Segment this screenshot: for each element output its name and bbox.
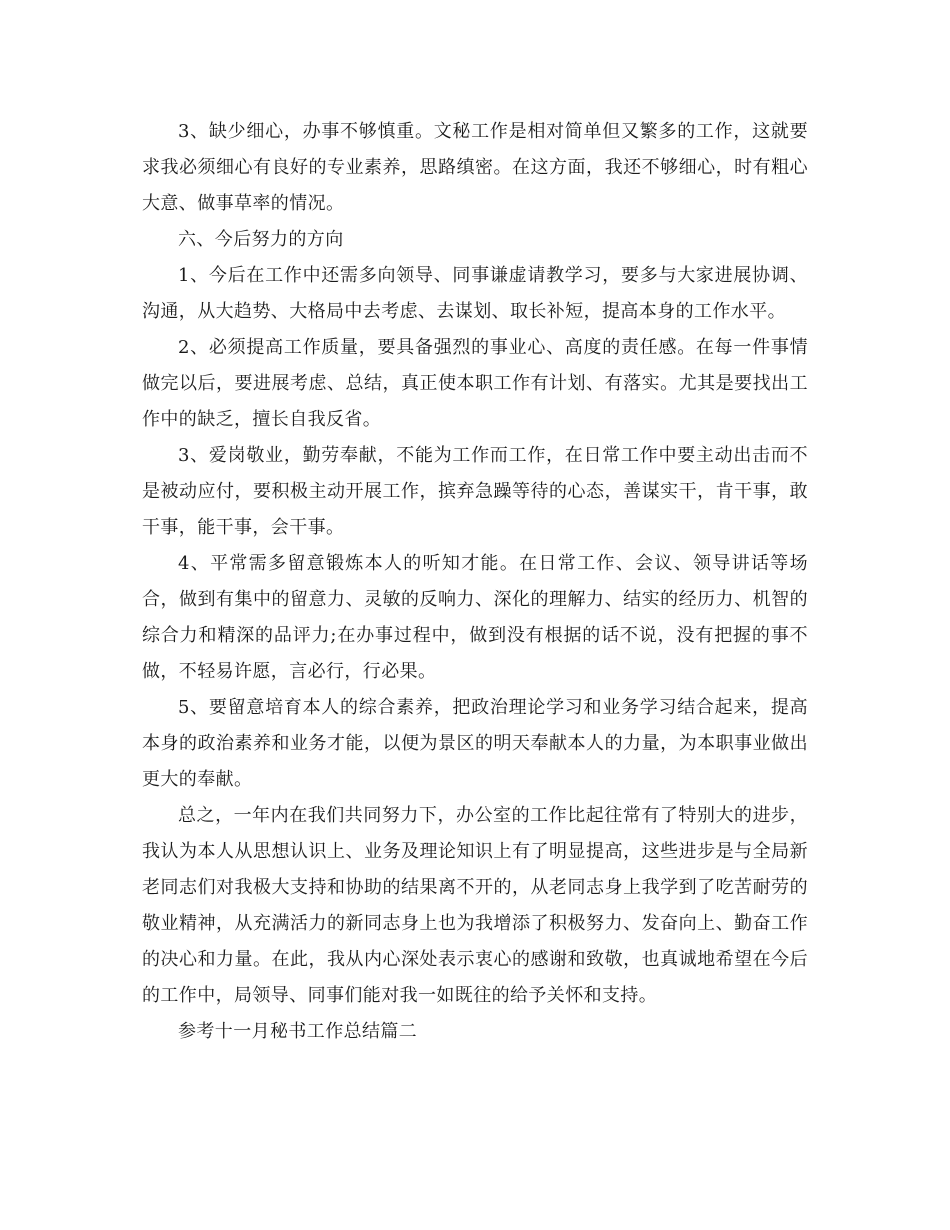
document-body: [142, 114, 808, 1050]
section-heading-future-direction: 六、今后努力的方向: [178, 229, 344, 250]
next-article-title: 参考十一月秘书工作总结篇二: [178, 1021, 418, 1042]
paragraph-conclusion: 总之，一年内在我们共同努力下，办公室的工作比起往常有了特别大的进步，我认为本人从思想认识上、业务及理论知识上有了明显提高，这些进步是与全局新老同志们对我极大支持和协助的结果离不开的，从老同志身上我学到了吃苦耐劳的敬业精神，从充满活力的新同志身上也为我增添了积极努力、发奋向上、勤奋工作的决心和力量。在此，我从内心深处表示衷心的感谢和致敬，也真诚地希望在今后的工作中，局领导、同事们能对我一如既往的给予关怀和支持。: [142, 805, 808, 1006]
paragraph-shortcoming-3: 3、缺少细心，办事不够慎重。文秘工作是相对简单但又繁多的工作，这就要求我必须细心有良好的专业素养，思路缜密。在这方面，我还不够细心，时有粗心大意、做事草率的情况。: [142, 121, 808, 214]
paragraph-direction-5: 5、要留意培育本人的综合素养，把政治理论学习和业务学习结合起来，提高本身的政治素养和业务才能，以便为景区的明天奉献本人的力量，为本职事业做出更大的奉献。: [142, 697, 808, 790]
paragraph-direction-1: 1、今后在工作中还需多向领导、同事谦虚请教学习，要多与大家进展协调、沟通，从大趋势、大格局中去考虑、去谋划、取长补短，提高本身的工作水平。: [142, 265, 808, 322]
paragraph-direction-2: 2、必须提高工作质量，要具备强烈的事业心、高度的责任感。在每一件事情做完以后，要进展考虑、总结，真正使本职工作有计划、有落实。尤其是要找出工作中的缺乏，擅长自我反省。: [142, 337, 808, 430]
paragraph-direction-3: 3、爱岗敬业，勤劳奉献，不能为工作而工作，在日常工作中要主动出击而不是被动应付，要积极主动开展工作，摈弃急躁等待的心态，善谋实干，肯干事，敢干事，能干事，会干事。: [142, 445, 808, 538]
paragraph-direction-4: 4、平常需多留意锻炼本人的听知才能。在日常工作、会议、领导讲话等场合，做到有集中的留意力、灵敏的反响力、深化的理解力、结实的经历力、机智的综合力和精深的品评力;在办事过程中，做到没有根据的话不说，没有把握的事不做，不轻易许愿，言必行，行必果。: [142, 553, 808, 682]
